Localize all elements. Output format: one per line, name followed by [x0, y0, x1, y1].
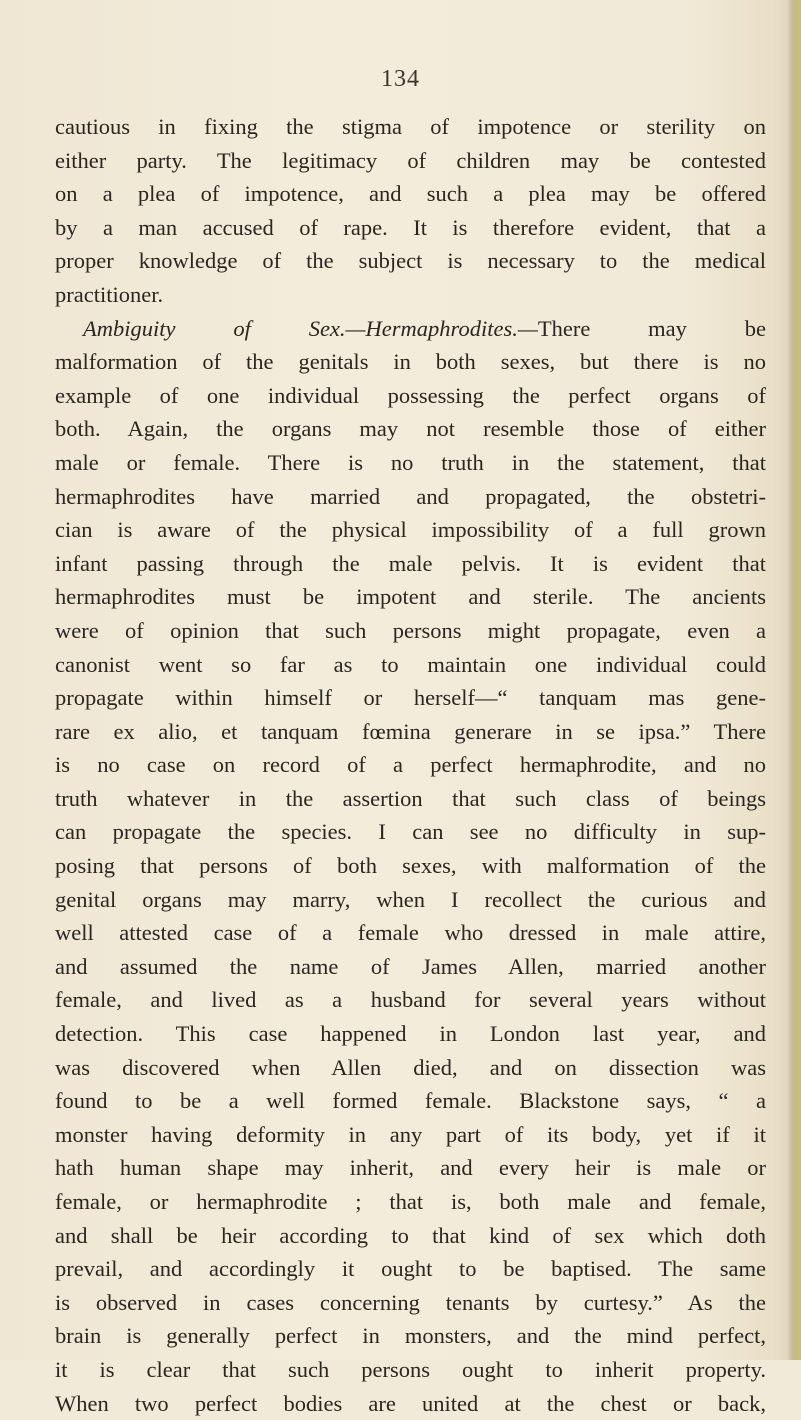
text-line-20: is no case on record of a perfect hermaphrodite, and no — [55, 752, 766, 778]
text-line-32: hath human shape may inherit, and every heir is male or — [55, 1155, 766, 1181]
text-line-33: female, or hermaphrodite ; that is, both male and female, — [55, 1189, 766, 1214]
body-text — [55, 110, 766, 1420]
text-line-28: detection. This case happened in London last year, and — [55, 1021, 766, 1047]
text-line-22: can propagate the species. I can see no difficulty in sup- — [55, 819, 766, 845]
text-line-14: infant passing through the male pelvis. It is evident that — [55, 550, 766, 576]
text-line-24: genital organs may marry, when I recollect the curious and — [55, 886, 766, 912]
text-line-1: cautious in fixing the stigma of impotence or sterility on — [55, 114, 766, 139]
text-line-3: on a plea of impotence, and such a plea may be offered — [55, 181, 766, 207]
text-line-8: malformation of the genitals in both sexes, but there is no — [55, 349, 766, 375]
text-line-15: hermaphrodites must be impotent and sterile. The ancients — [55, 584, 766, 610]
text-line-39: When two perfect bodies are united at the chest or back, — [55, 1390, 766, 1416]
text-line-13: cian is aware of the physical impossibility of a full grown — [55, 517, 766, 543]
text-line-31: monster having deformity in any part of its body, yet if it — [55, 1121, 766, 1147]
text-line-30: found to be a well formed female. Blackstone says, “ a — [55, 1088, 766, 1114]
text-line-5: proper knowledge of the subject is necessary to the medical — [55, 248, 766, 274]
text-line-21: truth whatever in the assertion that such class of beings — [55, 785, 766, 811]
text-line-36: is observed in cases concerning tenants by curtesy.” As the — [55, 1289, 766, 1315]
text-line-6: practitioner. — [55, 281, 164, 307]
page-number: 134 — [381, 66, 420, 92]
page-edge-shadow — [787, 0, 801, 1360]
text-line-4: by a man accused of rape. It is therefore evident, that a — [55, 214, 766, 240]
text-line-2: either party. The legitimacy of children may be contested — [55, 147, 766, 173]
section-heading: Ambiguity of Sex.—Hermaphrodites.— — [83, 315, 538, 341]
text-line-11: male or female. There is no truth in the statement, that — [55, 449, 766, 475]
text-line-25: well attested case of a female who dressed in male attire, — [55, 920, 766, 946]
text-line-23: posing that persons of both sexes, with malformation of the — [55, 853, 766, 879]
text-line-17: canonist went so far as to maintain one individual could — [55, 651, 766, 677]
section-heading-line — [55, 312, 766, 346]
text-line-34: and shall be heir according to that kind of sex which doth — [55, 1222, 766, 1248]
text-line-10: both. Again, the organs may not resemble those of either — [55, 416, 766, 442]
text-line-16: were of opinion that such persons might propagate, even a — [55, 617, 766, 643]
text-line-12: hermaphrodites have married and propagated, the obstetri- — [55, 483, 766, 509]
text-line-37: brain is generally perfect in monsters, and the mind perfect, — [55, 1323, 766, 1349]
text-line-27: female, and lived as a husband for several years without — [55, 987, 766, 1013]
text-line-19: rare ex alio, et tanquam fœmina generare in se ipsa.” There — [55, 718, 766, 744]
text-line-7: There may be — [537, 315, 766, 341]
text-line-18: propagate within himself or herself—“ tanquam mas gene- — [55, 685, 766, 711]
text-line-29: was discovered when Allen died, and on dissection was — [55, 1054, 766, 1080]
text-line-38: it is clear that such persons ought to inherit property. — [55, 1356, 766, 1382]
text-line-26: and assumed the name of James Allen, married another — [55, 953, 766, 979]
text-line-9: example of one individual possessing the perfect organs of — [55, 382, 766, 408]
text-line-35: prevail, and accordingly it ought to be baptised. The same — [55, 1256, 766, 1282]
